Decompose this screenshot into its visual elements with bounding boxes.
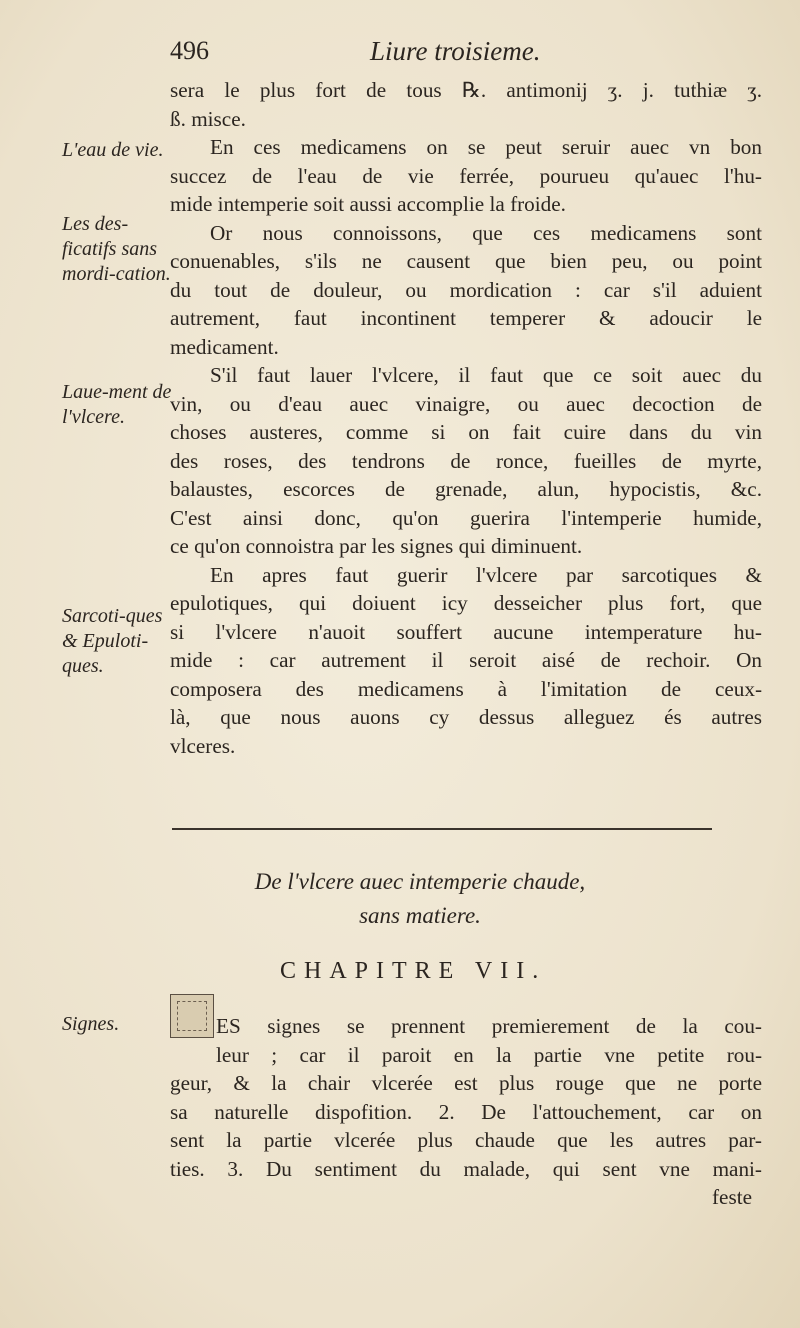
text-line: geur, & la chair vlcerée est plus rouge que ne porte (170, 1071, 762, 1095)
text-line: sera le plus fort de tous ℞. antimonij ʒ. j. tuthiæ ʒ. (170, 78, 762, 102)
text-line: si l'vlcere n'auoit souffert aucune intemperature hu- (170, 619, 762, 644)
margin-note-desiccatifs: Les des-ficatifs sans mordi-cation. (62, 213, 171, 285)
text-line: balaustes, escorces de grenade, alun, hypocistis, &c. (170, 477, 762, 501)
text-line: composera des medicamens à l'imitation de ceux- (170, 676, 762, 701)
page-number: 496 (170, 36, 209, 65)
text-line: C'est ainsi donc, qu'on guerira l'intemperie humide, (170, 505, 762, 530)
margin-note-eau-de-vie: L'eau de vie. (62, 139, 164, 161)
text-line: sent la partie vlcerée plus chaude que les autres par- (170, 1128, 762, 1152)
chapter-number: CHAPITRE VII. (280, 958, 547, 984)
text-line: là, que nous auons cy dessus alleguez és autres (170, 705, 762, 729)
text-line: ES signes se prennent premierement de la cou- (216, 1014, 762, 1038)
text-line: ß. misce. (170, 106, 246, 131)
body-text-section-1 (170, 76, 762, 760)
text-line: choses austeres, comme si on fait cuire dans du vin (170, 420, 762, 444)
text-line: vin, ou d'eau auec vinaigre, ou auec decoction de (170, 391, 762, 416)
margin-note-sarcotiques: Sarcoti-ques & Epuloti-ques. (62, 605, 163, 677)
text-line: du tout de douleur, ou mordication : car s'il aduient (170, 277, 762, 302)
text-line: vlceres. (170, 733, 236, 758)
text-line: leur ; car il paroit en la partie vne petite rou- (216, 1042, 762, 1067)
text-line: medicament. (170, 334, 279, 359)
text-line: epulotiques, qui doiuent icy desseicher plus fort, que (170, 591, 762, 615)
text-line: sa naturelle dispofition. 2. De l'attouchement, car on (170, 1099, 762, 1124)
text-line: Or nous connoissons, que ces medicamens sont (210, 220, 762, 245)
chapter-title-line-2: sans matiere. (359, 903, 481, 928)
section-divider-rule (172, 828, 712, 830)
catchword: feste (712, 1185, 752, 1209)
margin-note-signes: Signes. (62, 1013, 120, 1035)
text-line: ce qu'on connoistra par les signes qui diminuent. (170, 534, 583, 558)
text-line: conuenables, s'ils ne causent que bien peu, ou point (170, 249, 762, 273)
text-line: ties. 3. Du sentiment du malade, qui sent vne mani- (170, 1156, 762, 1181)
page-header (170, 36, 760, 76)
running-title: Liure troisieme. (370, 36, 541, 66)
text-line: mide intemperie soit aussi accomplie la froide. (170, 192, 566, 216)
body-text-section-2 (170, 1012, 762, 1212)
text-line: autrement, faut incontinent temperer & adoucir le (170, 306, 762, 330)
text-line: S'il faut lauer l'vlcere, il faut que ce soit auec du (210, 363, 762, 387)
text-line: En ces medicamens on se peut seruir auec vn bon (210, 135, 762, 159)
chapter-title-line-1: De l'vlcere auec intemperie chaude, (254, 869, 586, 894)
text-line: succez de l'eau de vie ferrée, pourueu qu'auec l'hu- (170, 163, 762, 188)
text-line: En apres faut guerir l'vlcere par sarcotiques & (210, 562, 762, 587)
margin-note-lavement: Laue-ment de l'vlcere. (62, 381, 172, 428)
text-line: des roses, des tendrons de ronce, fueilles de myrte, (170, 448, 762, 473)
text-line: mide : car autrement il seroit aisé de rechoir. On (170, 648, 762, 672)
